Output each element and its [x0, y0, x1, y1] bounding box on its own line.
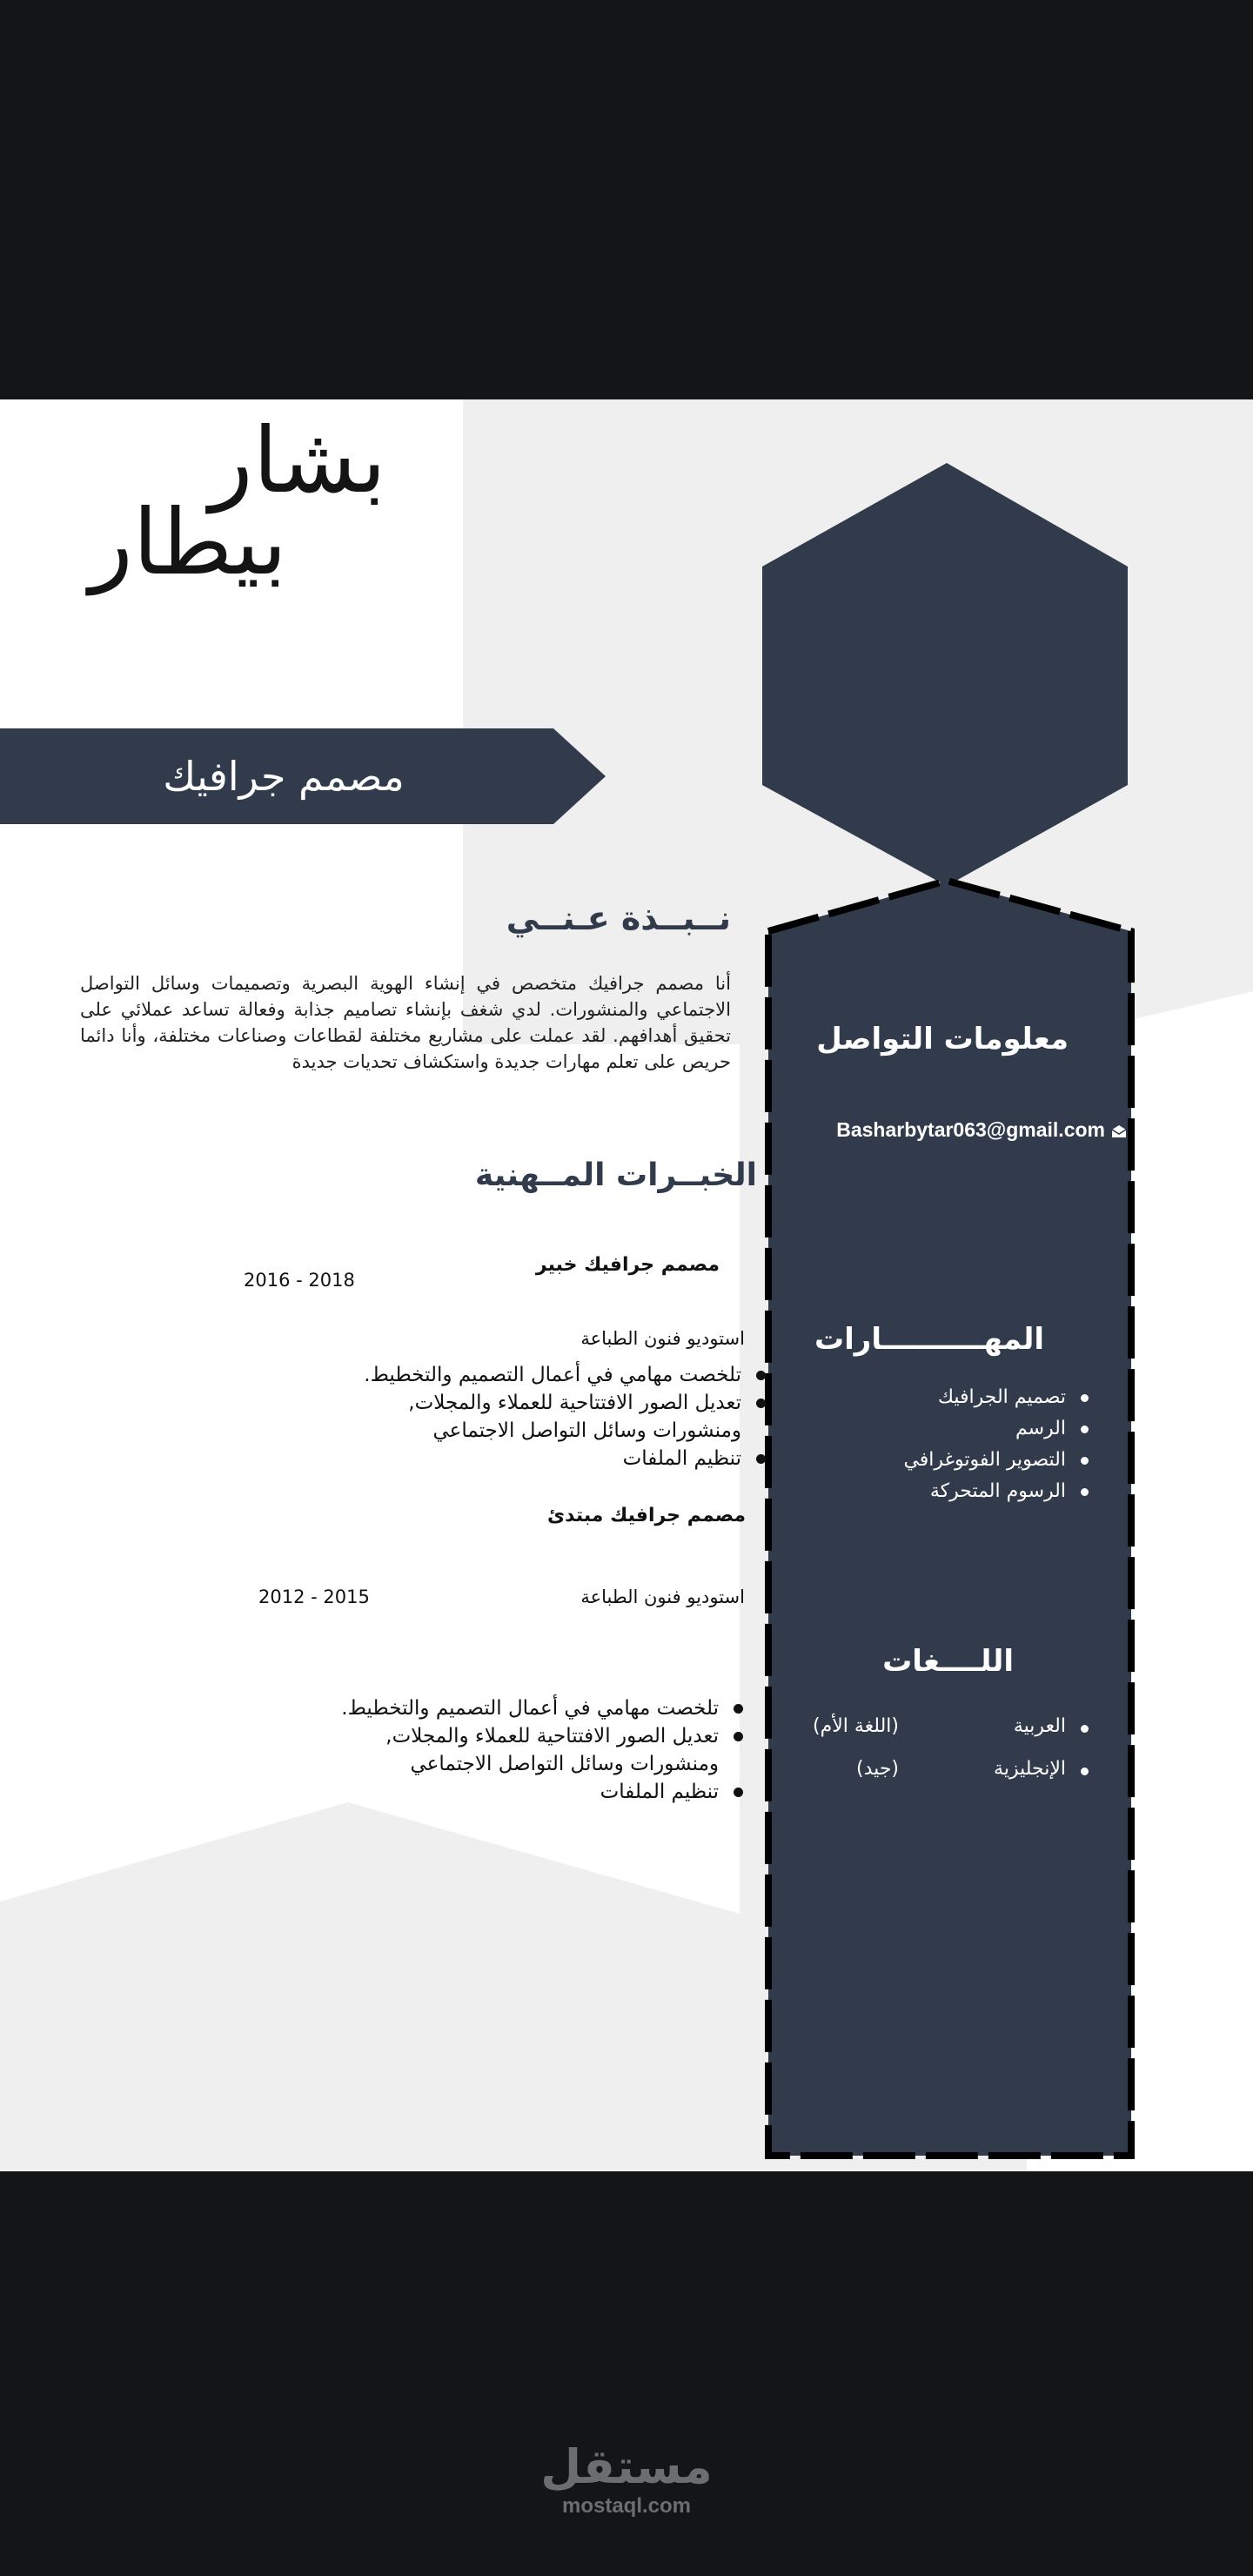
list-item: ومنشورات وسائل التواصل الاجتماعي: [432, 1419, 741, 1442]
job-1-bullets: [364, 1361, 741, 1472]
job-2-bullets: [341, 1694, 719, 1806]
list-item: تعديل الصور الافتتاحية للعملاء والمجلات,: [364, 1389, 741, 1417]
list-item: الرسوم المتحركة: [903, 1476, 1066, 1507]
list-item: التصوير الفوتوغرافي: [903, 1445, 1066, 1476]
list-item: تلخصت مهامي في أعمال التصميم والتخطيط.: [341, 1694, 719, 1722]
list-item: تنظيم الملفات: [364, 1445, 741, 1472]
languages-title: اللــــغات: [882, 1644, 1014, 1679]
job-2-company: استوديو فنون الطباعة: [580, 1587, 745, 1607]
resume-page: [0, 399, 1253, 2171]
name-first: بشار: [209, 407, 386, 513]
list-item: ومنشورات وسائل التواصل الاجتماعي: [410, 1753, 719, 1775]
list-item: تصميم الجرافيك: [903, 1382, 1066, 1413]
about-text: أنا مصمم جرافيك متخصص في إنشاء الهوية البصرية وتصميمات وسائل التواصل الاجتماعي والمنشورات. لدي شغف بإنشاء تصاميم جذابة وفعالة تساعد عملائي على تحقيق أهدافهم. لقد عملت على مشاريع مختلفة لقطاعات وصناعات مختلفة، وأنا دائما حريص على تعلم مهارات جديدة واستكشاف تحديات جديدة: [80, 973, 731, 1072]
skills-title: المهــــــــــارات: [814, 1322, 1044, 1357]
language-name: العربية: [1013, 1715, 1066, 1737]
language-level: (جيد): [856, 1758, 899, 1780]
skills-list: [903, 1382, 1066, 1507]
logo-arabic: مستقل: [540, 2439, 713, 2494]
job-1-years: 2016 - 2018: [244, 1270, 355, 1291]
job-title: مصمم جرافيك: [163, 753, 405, 800]
job-1-company: استوديو فنون الطباعة: [580, 1328, 745, 1349]
job-1-title: مصمم جرافيك خبير: [535, 1254, 720, 1276]
list-item: تلخصت مهامي في أعمال التصميم والتخطيط.: [364, 1361, 741, 1389]
logo-url: mostaql.com: [561, 2494, 692, 2518]
mostaql-logo[interactable]: [539, 2439, 714, 2519]
list-item: تنظيم الملفات: [341, 1778, 719, 1806]
language-name: الإنجليزية: [994, 1758, 1066, 1780]
list-item: تعديل الصور الافتتاحية للعملاء والمجلات,: [341, 1722, 719, 1750]
about-title: نــبــذة عـنــي: [506, 899, 731, 937]
experience-title: الخبــرات المــهنية: [474, 1157, 757, 1193]
sidebar-panel: [0, 399, 1253, 2171]
job-2-title: مصمم جرافيك مبتدئ: [546, 1505, 746, 1526]
job-2-years: 2012 - 2015: [258, 1587, 370, 1607]
envelope-icon: [1111, 1124, 1127, 1138]
language-level: (اللغة الأم): [813, 1715, 899, 1737]
contact-title: معلومات التواصل: [816, 1022, 1069, 1057]
name-last: بيطار: [89, 489, 287, 595]
email-link[interactable]: Basharbytar063@gmail.com: [836, 1118, 1105, 1141]
list-item: الرسم: [903, 1413, 1066, 1445]
